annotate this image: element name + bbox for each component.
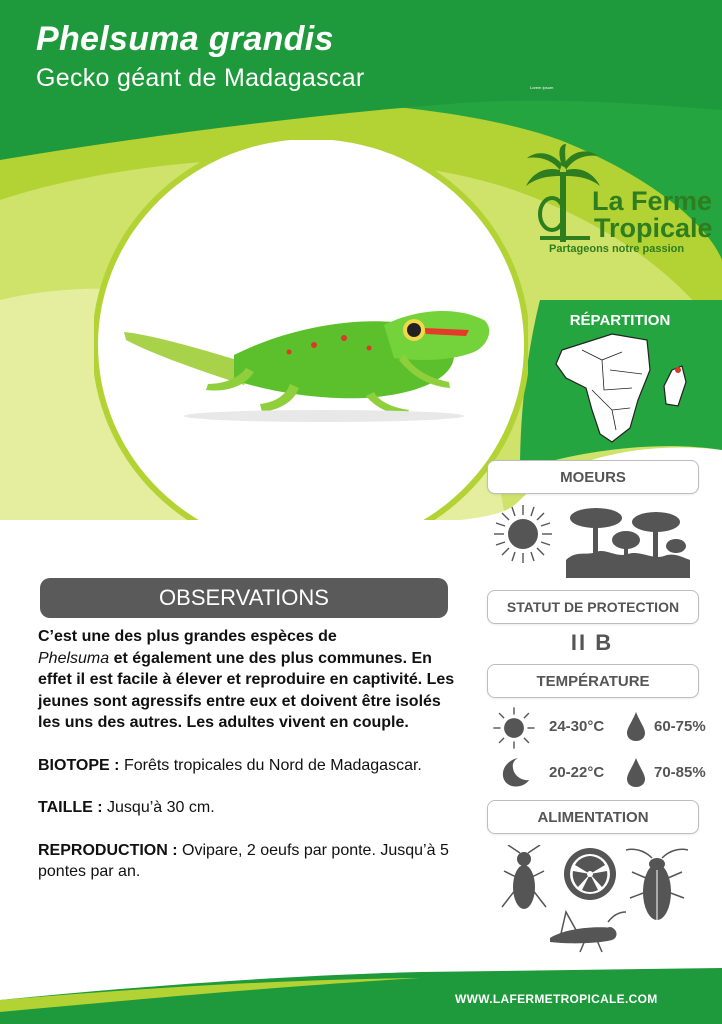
day-humidity-drop-icon (626, 710, 646, 742)
day-temperature: 24-30°C (549, 718, 605, 735)
night-humidity-drop-icon (626, 756, 646, 788)
cockroach-icon (626, 848, 688, 924)
genus-name: Phelsuma (38, 649, 110, 667)
species-scientific-name: Phelsuma grandis (36, 20, 334, 58)
species-common-name: Gecko géant de Madagascar (36, 64, 365, 92)
food-label: ALIMENTATION (487, 800, 699, 834)
cricket-icon (500, 845, 548, 925)
day-humidity: 60-75% (654, 718, 706, 735)
size-label: TAILLE : (38, 799, 108, 816)
protection-status-value: II B (570, 630, 614, 655)
temperature-label: TEMPÉRATURE (487, 664, 699, 698)
protection-label: STATUT DE PROTECTION (487, 590, 699, 624)
night-temperature: 20-22°C (549, 764, 605, 781)
biotope-label: BIOTOPE : (38, 756, 124, 774)
reproduction-label: REPRODUCTION : (38, 841, 182, 859)
gecko-photo (94, 140, 528, 520)
biotope-value: Forêts tropicales du Nord de Madagascar. (123, 756, 422, 774)
orange-slice-icon (562, 846, 618, 902)
night-humidity: 70-85% (654, 764, 706, 781)
palm-tree-logo-icon (522, 144, 602, 244)
day-sun-icon (492, 706, 536, 750)
sun-icon (492, 503, 554, 565)
brand-name-line2: Tropicale (594, 213, 713, 243)
brand-name-line1: La Ferme (592, 186, 713, 216)
brand-tagline: Partageons notre passion (549, 243, 685, 255)
africa-map-icon (552, 330, 702, 448)
intro-part1: C’est une des plus grandes espèces de (38, 628, 337, 645)
distribution-label: RÉPARTITION (569, 312, 671, 329)
intro-part2: et également une des plus communes. En effet il est facile à élever et reproduire en captivité. Les jeunes sont agressifs entre eux et doivent être isolés les uns des autres. Les adultes vivent en couple. (38, 649, 455, 731)
habits-label: MOEURS (487, 460, 699, 494)
rainforest-icon (566, 500, 690, 578)
website-url[interactable]: WWW.LAFERMETROPICALE.COM (455, 992, 658, 1006)
night-moon-icon (500, 756, 530, 788)
reproduction-value: Ovipare, 2 oeufs par ponte. Jusqu’à 5 pontes par an. (38, 841, 449, 880)
size-value: Jusqu’à 30 cm. (107, 799, 215, 816)
placeholder-text: Lorem Ipsum (530, 85, 554, 90)
observations-heading: OBSERVATIONS (40, 578, 448, 618)
observations-text (38, 626, 458, 904)
grasshopper-icon (546, 908, 626, 954)
